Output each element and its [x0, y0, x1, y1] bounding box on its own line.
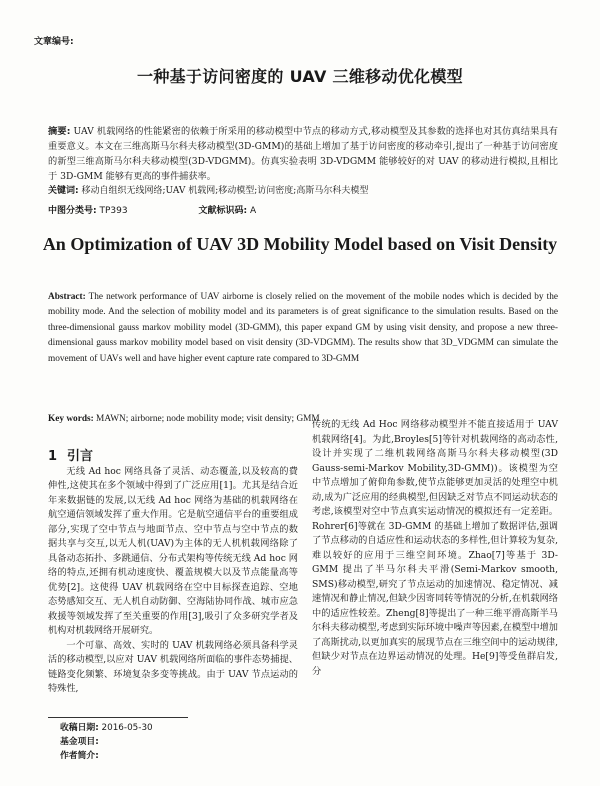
section-title: 引言 — [67, 449, 94, 464]
abstract-english — [48, 290, 558, 367]
title-english: An Optimization of UAV 3D Mobility Model based on Visit Density — [42, 234, 558, 254]
section-number: 1 — [48, 449, 58, 464]
abstract-cn-text: UAV 机载网络的性能紧密的依赖于所采用的移动模型中节点的移动方式,移动模型及其参数的选择也对其仿真结果具有重要意义。本文在三维高斯马尔科夫移动模型(3D-GMM)的基础上增加了基于访问密度的移动牵引,提出了一种基于访问密度的新型三维高斯马尔科夫移动模型(3D-VDGMM)。仿真实验表明 3D-VDGMM 能够较好的对 UAV 的移动进行模拟,且相比于 3D-GMM 能够有更高的事件捕获率。 — [48, 126, 558, 182]
keywords-chinese — [48, 185, 558, 198]
paragraph: 传统的无线 Ad Hoc 网络移动模型并不能直接适用于 UAV 机载网络[4]。为此,Broyles[5]等针对机载网络的高动态性,设计并实现了二维机载网络高斯马尔科夫移动模型(3D Gauss-semi-Markov Mobility,3D-GMM))。该模型为空中节点增加了俯仰角参数,使节点能够更加灵活的处理空中机动,成为广泛应用的经典模型,但因缺乏对节点不同运动状态的考虑,该模型对空中节点真实运动情况的模拟还有一定差距。Rohrer[6]等就在 3D-GMM 的基础上增加了数据评估,强调了节点移动的自适应性和运动状态的多样性,但计算较为复杂,难以较好的应用于三维空间环境。Zhao[7]等基于 3D-GMM 提出了半马尔科夫平滑(Semi-Markov smooth, SMS)移动模型,研究了节点运动的加速情况、稳定情况、减速情况和静止情况,但缺少因寄同转等情况的分析,在机载网络中的适应性较差。Zheng[8]等提出了一种三维平滑高斯半马尔科夫移动模型,考虑到实际环境中噪声等因素,在模型中增加了高斯扰动,以更加真实的展现节点在三维空间中的运动规律,但缺少对节点在边界运动情况的处理。He[9]等受鱼群启发,分 — [312, 419, 558, 677]
received-label: 收稿日期: — [60, 723, 99, 733]
abstract-en-text: The network performance of UAV airborne is closely relied on the movement of the mobile nodes which is decided by the mobility mode. And the selection of mobility model and its parameters is of great significance to the simulation results. Based on the three-dimensional gauss markov mobility model (3D-GMM), this paper expand GM by using visit density, and propose a new three-dimensional gauss markov mobility model based on visit density (3D-VDGMM). The results show that 3D_VDGMM can simulate the movement of UAVs well and have higher event capture rate compared to 3D-GMM — [48, 292, 559, 364]
section-heading — [48, 450, 298, 465]
received-date-row — [60, 721, 310, 735]
abstract-en-label: Abstract: — [48, 292, 86, 302]
fund-row — [60, 735, 310, 749]
keywords-en-text: MAWN; airborne; node mobility mode; visit density; GMM — [96, 414, 320, 424]
article-number-label: 文章编号: — [34, 37, 74, 47]
abstract-cn-label: 摘要: — [48, 126, 71, 137]
body-column-right — [312, 418, 558, 679]
classification-row — [48, 205, 558, 218]
fund-label: 基金项目: — [60, 737, 99, 747]
footnote-divider — [48, 717, 188, 718]
footnote-block — [60, 721, 310, 763]
keywords-cn-text: 移动自组织无线网络;UAV 机载网;移动模型;访问密度;高斯马尔科夫模型 — [81, 186, 369, 196]
paragraph: 无线 Ad hoc 网络具备了灵活、动态覆盖,以及较高的費伸性,这使其在多个领域中得到了广泛应用[1]。尤其是结合近年来数据链的发展,以无线 Ad hoc 网络为基础的机载网络在航空通信领域发挥了重大作用。它是航空通信平台的重要组成部分,实现了空中节点与地面节点、空中节点与空中节点的数据共享与交互,以无人机(UAV)为主体的无人机机载网络除了具备动态拓扑、多跳通信、分布式架构等传统无线 Ad hoc 网络的特点,还拥有机动速度快、覆盖规模大以及节点能量高等优势[2]。这使得 UAV 机载网络在空中目标探查追踪、空地态势感知交互、无人机自动防御、空海陆协同作战、城市应急救援等领域发挥了至关重要的作用[3],吸引了众多研究学者及机构对机载网络开展研究。 — [48, 465, 298, 636]
body-column-left — [48, 450, 298, 697]
abstract-chinese — [48, 124, 558, 184]
clc-code-value: TP393 — [99, 206, 128, 216]
clc-code-label: 中图分类号: — [48, 206, 97, 216]
paragraph: 一个可靠、高效、实时的 UAV 机载网络必须具备科学灵活的移动模型,以应对 UAV 机载网络所面临的事件态势捕提、链路变化频繁、环境复杂多变等挑战。由于 UAV 节点运动的特殊性, — [48, 639, 298, 694]
title-chinese: 一种基于访问密度的 UAV 三维移动优化模型 — [137, 67, 463, 86]
keywords-en-label: Key words: — [48, 414, 94, 424]
keywords-cn-label: 关键词: — [48, 186, 79, 196]
author-row — [60, 749, 310, 763]
received-value: 2016-05-30 — [101, 723, 153, 733]
doc-code-label: 文献标识码: — [198, 206, 248, 216]
author-label: 作者简介: — [60, 751, 99, 761]
doc-code-value: A — [249, 206, 257, 216]
